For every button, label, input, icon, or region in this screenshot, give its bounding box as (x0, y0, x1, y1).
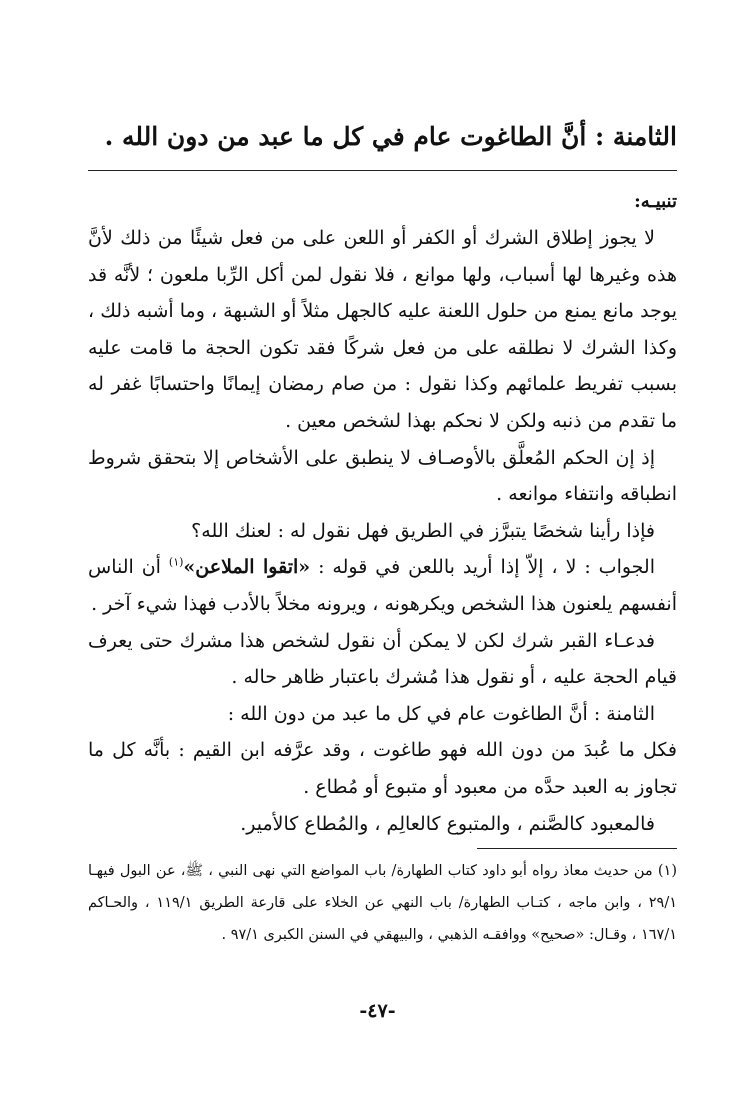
answer-start: الجواب : لا ، إلاّ إذا أريد باللعن في قوله : (310, 556, 655, 579)
hadith-quote: «اتقوا الملاعن» (183, 556, 311, 579)
page-header-title: الثامنة : أنَّ الطاغوت عام في كل ما عبد من دون الله . (104, 122, 677, 151)
paragraph-1: لا يجوز إطلاق الشرك أو الكفر أو اللعن على من فعل شيئًا من ذلك لأنَّ هذه وغيرها لها أسباب، ولها موانع ، فلا نقول لمن أكل الرِّبا ملعون ؛ لأنَّه قد يوجد مانع يمنع من حلول اللعنة عليه كالجهل مثلاً أو الشبهة ، وما أشبه ذلك ، وكذا الشرك لا نطلقه على من فعل شركًا فقد تكون الحجة ما قامت عليه بسبب تفريط علمائهم وكذا نقول : من صام رمضان إيمانًا واحتسابًا غفر له ما تقدم من ذنبه ولكن لا نحكم بهذا لشخص معين . (88, 227, 677, 432)
paragraph-7: فالمعبود كالصَّنم ، والمتبوع كالعالِم ، والمُطاع كالأمير. (240, 812, 655, 835)
footnotes (88, 855, 677, 951)
paragraph-answer (88, 549, 677, 622)
footnote-1: (١) من حديث معاذ رواه أبو داود كتاب الطهارة/ باب المواضع التي نهى النبي ، ﷺ، عن البول فيهـا ٢٩/١ ، وابن ماجه ، كتـاب الطهارة/ باب النهي عن الخلاء على قارعة الطريق ١١٩/١ ، والحـاكم ١٦٧/١ ، وقـال: «صحيح» ووافقـه الذهبي ، والبيهقي في السنن الكبرى ٩٧/١ . (88, 863, 677, 943)
paragraph-6: فكل ما عُبدَ من دون الله فهو طاغوت ، وقد عرَّفه ابن القيم : بأنَّه كل ما تجاوز به العبد حدَّه من معبود أو متبوع أو مُطاع . (88, 739, 677, 798)
page-number: -٤٧- (359, 1000, 396, 1022)
footnote-divider (477, 848, 677, 849)
paragraph-5: الثامنة : أنَّ الطاغوت عام في كل ما عبد من دون الله : (227, 702, 655, 725)
paragraph-4: فدعـاء القبر شرك لكن لا يمكن أن نقول لشخص هذا مشرك حتى يعرف قيام الحجة عليه ، أو نقول هذا مُشرك باعتبار ظاهر حاله . (88, 629, 677, 689)
main-text (88, 184, 677, 842)
note-heading: تنبيـه: (634, 191, 677, 212)
header-divider (88, 170, 677, 171)
paragraph-3: فإذا رأينا شخصًا يتبرَّز في الطريق فهل نقول له : لعنك الله؟ (191, 519, 655, 542)
answer-end: أن الناس أنفسهم يلعنون هذا الشخص ويكرهونه ، ويرونه مخلاً بالأدب فهذا شيء آخر . (88, 556, 677, 615)
footnote-reference: (١) (168, 556, 184, 570)
paragraph-2: إذ إن الحكم المُعلَّق بالأوصـاف لا ينطبق على الأشخاص إلا بتحقق شروط انطباقه وانتفاء موانعه . (88, 446, 677, 506)
